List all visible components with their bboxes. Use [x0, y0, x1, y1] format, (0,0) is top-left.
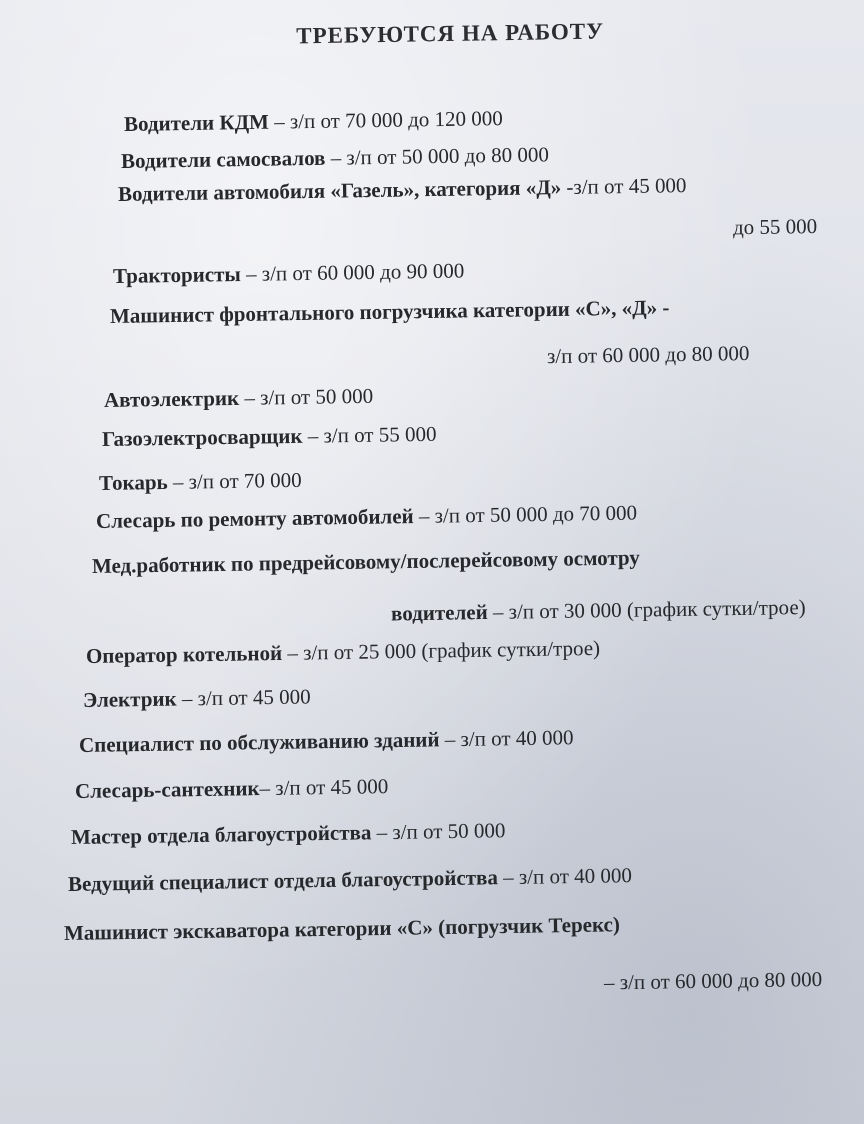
job-title: Автоэлектрик: [103, 385, 240, 412]
job-title: Оператор котельной: [85, 640, 283, 668]
vacancy-line-gazelle-drivers-cont: [733, 216, 818, 238]
vacancy-line-plumber: [75, 776, 389, 802]
vacancy-line-electrician: [83, 686, 311, 711]
vacancy-line-loader-operator-cont: [546, 343, 749, 367]
job-title: Слесарь-сантехник: [74, 776, 260, 803]
vacancy-line-excavator-operator-cont: [604, 969, 823, 993]
job-title: Водители самосвалов: [120, 145, 326, 173]
vacancy-line-turner: [98, 467, 302, 495]
salary-text: – з/п от 25 000 (график сутки/трое): [281, 635, 601, 665]
job-title: Машинист фронтального погрузчика категории «С», «Д» -: [109, 295, 670, 328]
salary-text: -з/п от 45 000: [561, 173, 687, 200]
vacancy-line-car-mechanic: [95, 500, 638, 533]
vacancy-line-medical-worker-cont: [391, 597, 806, 625]
vacancy-line-loader-operator: [110, 297, 670, 327]
job-title: Слесарь по ремонту автомобилей: [95, 504, 414, 533]
salary-text: – з/п от 60 000 до 90 000: [240, 258, 465, 286]
vacancy-line-landscaping-master: [71, 820, 506, 848]
salary-text: – з/п от 50 000 до 80 000: [325, 142, 550, 170]
page-title: ТРЕБУЮТСЯ НА РАБОТУ: [296, 18, 605, 49]
salary-text: – з/п от 40 000: [439, 725, 574, 752]
vacancy-line-landscaping-specialist: [68, 865, 632, 895]
job-title: Газоэлектросварщик: [101, 423, 303, 451]
job-title: Водители КДМ: [123, 109, 270, 136]
vacancy-line-dump-truck-drivers: [121, 144, 549, 172]
salary-text: – з/п от 60 000 до 80 000: [603, 967, 823, 995]
vacancy-line-boiler-operator: [85, 635, 601, 668]
job-title: Трактористы: [112, 261, 242, 288]
job-title: Ведущий специалист отдела благоустройства: [67, 865, 499, 896]
job-title: Машинист экскаватора категории «С» (погрузчик Терекс): [63, 912, 621, 945]
job-title: Водители автомобиля «Газель», категория «Д»: [117, 175, 562, 206]
vacancy-line-excavator-operator: [64, 914, 620, 944]
vacancy-line-building-specialist: [79, 727, 574, 756]
salary-text: – з/п от 40 000: [497, 863, 633, 890]
salary-text: до 55 000: [732, 214, 818, 240]
salary-text: – з/п от 45 000: [259, 774, 389, 801]
vacancy-line-kdm-drivers: [124, 108, 503, 135]
vacancy-line-tractor-drivers: [113, 260, 465, 287]
job-title: Мед.работник по предрейсовому/послерейсовому осмотру: [91, 545, 641, 578]
vacancy-line-welder: [101, 421, 437, 451]
salary-text: – з/п от 50 000 до 70 000: [413, 500, 638, 529]
job-title: Электрик: [82, 686, 177, 712]
salary-text: – з/п от 70 000 до 120 000: [268, 106, 503, 134]
job-title: водителей: [391, 599, 489, 626]
job-title: Токарь: [98, 469, 168, 495]
job-title: Специалист по обслуживанию зданий: [78, 727, 440, 757]
vacancy-line-auto-electrician: [103, 383, 374, 412]
job-title: Мастер отдела благоустройства: [70, 820, 372, 849]
salary-text: – з/п от 55 000: [302, 421, 437, 448]
vacancy-line-medical-worker: [92, 547, 640, 577]
vacancy-line-gazelle-drivers: [118, 175, 687, 205]
salary-text: з/п от 60 000 до 80 000: [546, 341, 750, 369]
salary-text: – з/п от 50 000: [371, 818, 506, 845]
salary-text: – з/п от 45 000: [176, 684, 311, 711]
salary-text: – з/п от 70 000: [167, 467, 302, 494]
salary-text: – з/п от 50 000: [238, 383, 374, 410]
salary-text: – з/п от 30 000 (график сутки/трое): [487, 595, 807, 624]
